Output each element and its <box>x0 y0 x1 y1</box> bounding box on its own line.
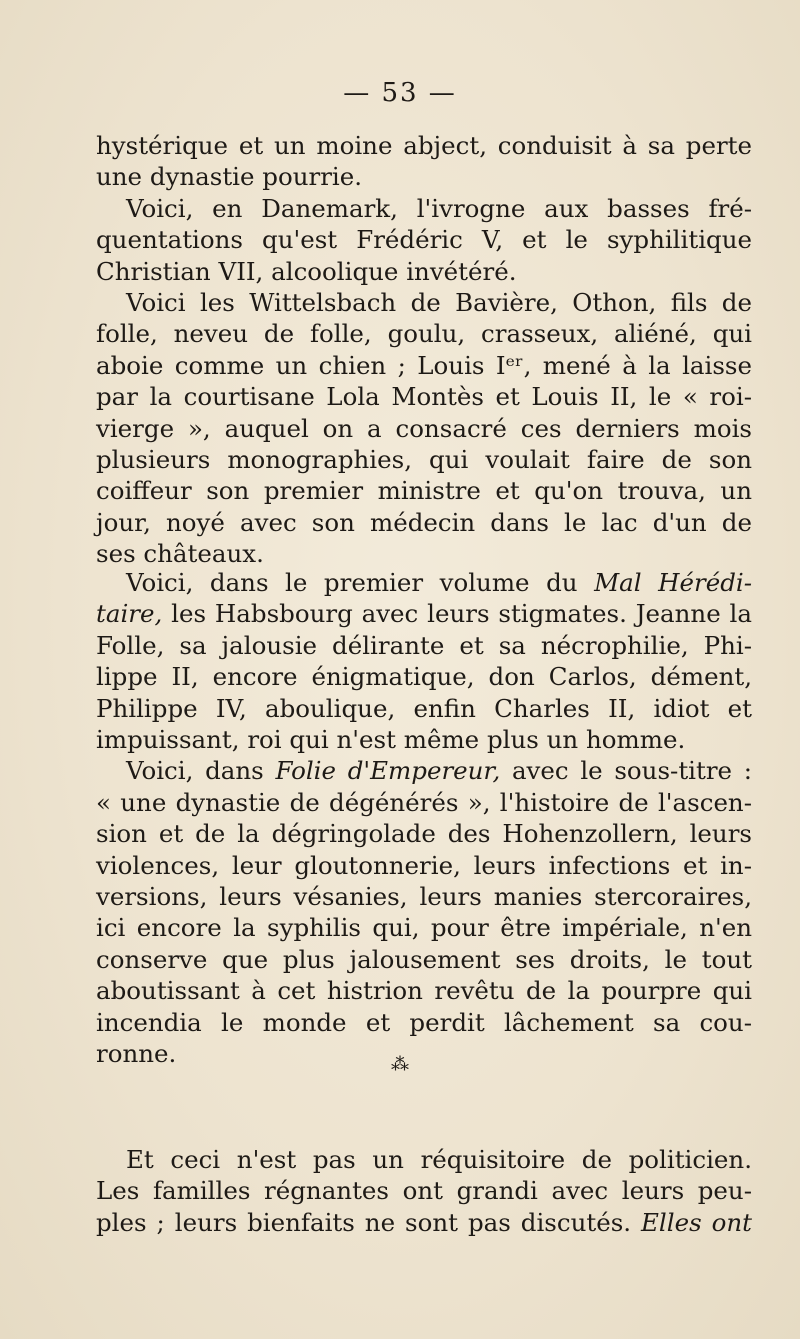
text-line: aboutissant à cet histrion revêtu de la pourpre qui <box>96 976 752 1006</box>
text-run: Voici, dans <box>126 756 276 786</box>
text-line: aboie comme un chien ; Louis Iᵉʳ, mené à la laisse <box>96 350 752 380</box>
text-block-top <box>96 130 752 570</box>
text-line: Voici les Wittelsbach de Bavière, Othon, fils de <box>126 288 752 318</box>
text-line <box>96 755 752 786</box>
text-line: par la courtisane Lola Montès et Louis II, le « roi- <box>96 382 752 412</box>
text-line <box>96 598 752 629</box>
asterism-icon: ⁂ <box>391 1054 409 1075</box>
text-line: Voici, en Danemark, l'ivrogne aux basses fré- <box>126 193 752 223</box>
text-line: plusieurs monographies, qui voulait faire de son <box>96 445 752 475</box>
text-line: une dynastie pourrie. <box>96 162 363 192</box>
text-line: conserve que plus jalousement ses droits, le tout <box>96 944 752 974</box>
text-line: ici encore la syphilis qui, pour être impériale, n'en <box>96 913 752 943</box>
text-line: versions, leurs vésanies, leurs manies stercoraires, <box>96 882 752 912</box>
text-line: Christian VII, alcoolique invétéré. <box>96 256 517 286</box>
text-line: ses châteaux. <box>96 539 264 569</box>
text-line: folle, neveu de folle, goulu, crasseux, aliéné, qui <box>96 319 752 349</box>
book-title: taire, <box>96 599 163 629</box>
text-line: incendia le monde et perdit lâchement sa cou- <box>96 1007 752 1037</box>
text-line: Folle, sa jalousie délirante et sa nécrophilie, Phi- <box>96 630 752 660</box>
text-line: sion et de la dégringolade des Hohenzollern, leurs <box>96 819 752 849</box>
italic-run: Elles ont <box>641 1207 752 1237</box>
text-run: les Habsbourg avec leurs stigmates. Jeanne la <box>162 599 752 629</box>
text-block-middle <box>96 567 752 1070</box>
text-line: Philippe IV, aboulique, enfin Charles II, idiot et <box>96 693 752 723</box>
book-title: Folie d'Empereur, <box>275 756 501 786</box>
text-line: violences, leur gloutonnerie, leurs infections et in- <box>96 850 752 880</box>
text-line: ronne. <box>96 1039 177 1069</box>
page-number: — 53 — <box>343 78 457 108</box>
text-line: coiffeur son premier ministre et qu'on trouva, un <box>96 476 752 506</box>
text-line: « une dynastie de dégénérés », l'histoire de l'ascen- <box>96 787 752 817</box>
book-title: Mal Hérédi- <box>594 568 752 597</box>
text-run: Voici, dans le premier volume du <box>126 568 595 597</box>
text-block-bottom <box>96 1144 752 1238</box>
text-line: vierge », auquel on a consacré ces derniers mois <box>96 413 752 443</box>
text-line: hystérique et un moine abject, conduisit à sa perte <box>96 131 752 160</box>
text-run: avec le sous-titre : <box>500 756 753 786</box>
text-line: Et ceci n'est pas un réquisitoire de politicien. <box>126 1145 752 1174</box>
text-run: ples ; leurs bienfaits ne sont pas discutés. <box>96 1207 642 1237</box>
text-line: impuissant, roi qui n'est même plus un homme. <box>96 725 686 755</box>
text-line: Les familles régnantes ont grandi avec leurs peu- <box>96 1176 752 1206</box>
text-line: lippe II, encore énigmatique, don Carlos, dément, <box>96 662 752 692</box>
text-line <box>96 567 752 598</box>
text-line: jour, noyé avec son médecin dans le lac d'un de <box>96 507 752 537</box>
text-line: quentations qu'est Frédéric V, et le syphilitique <box>96 225 752 255</box>
text-line <box>96 1207 752 1238</box>
